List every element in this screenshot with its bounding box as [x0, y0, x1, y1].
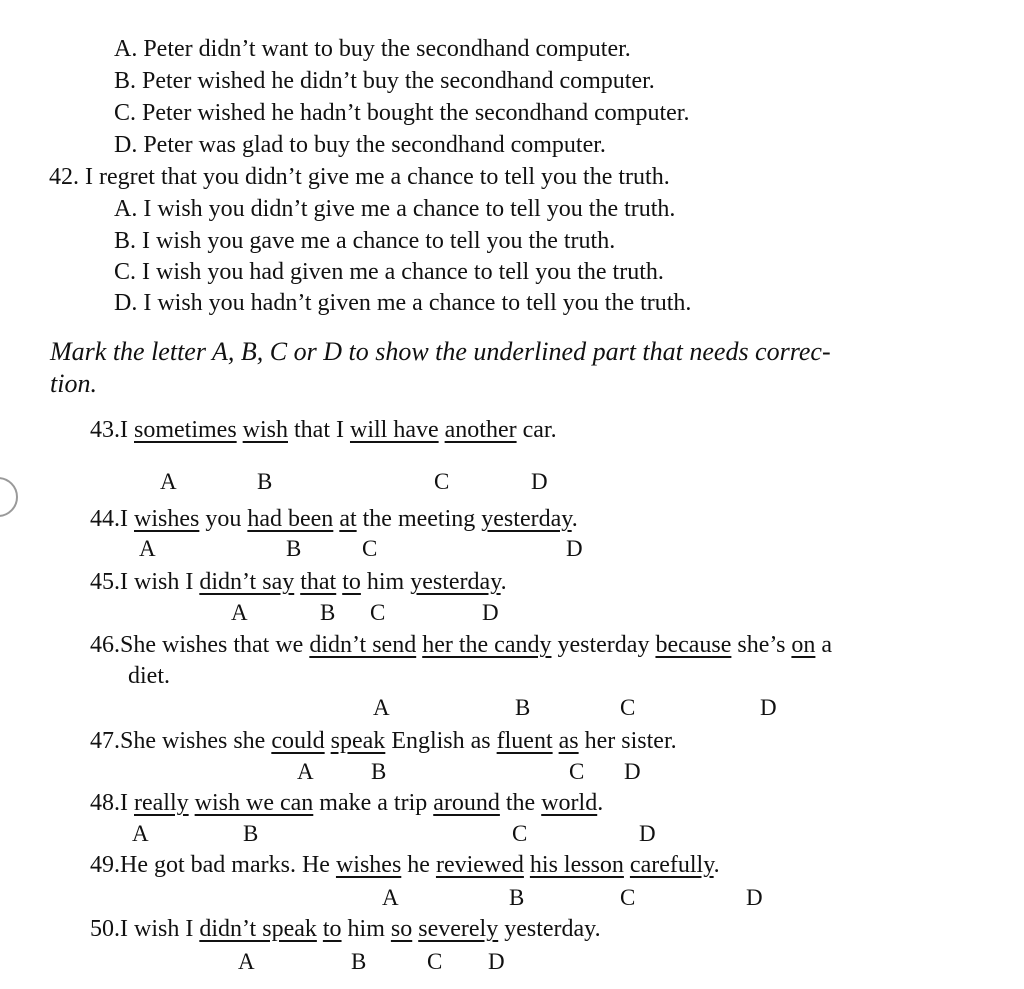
underlined-part-b: wish we can [194, 790, 314, 816]
circle-edge-mark [0, 477, 18, 517]
q48-label-c: C [512, 821, 528, 846]
underlined-part-d: yesterday [410, 569, 501, 595]
underlined-part-b: her the candy [422, 632, 552, 658]
q49-label-a: A [382, 885, 399, 910]
q50-label-d: D [488, 949, 505, 974]
question-number: 48. [90, 790, 120, 816]
q45-label-a: A [231, 600, 248, 625]
question-number: 50. [90, 916, 120, 942]
question-49: 49.He got bad marks. He wishes he reviewed his lesson carefully. [90, 852, 720, 878]
q47-label-c: C [569, 759, 585, 784]
q41-option-b: B. Peter wished he didn’t buy the secondhand computer. [114, 68, 655, 94]
q50-label-c: C [427, 949, 443, 974]
q44-label-d: D [566, 536, 583, 561]
underlined-part-c: because [655, 632, 732, 658]
q44-label-c: C [362, 536, 378, 561]
underlined-part-a: didn’t say [199, 569, 295, 595]
underlined-part-c: to [342, 569, 361, 595]
question-number: 45. [90, 569, 120, 595]
underlined-part-b: that [300, 569, 337, 595]
question-number: 46. [90, 632, 120, 658]
q49-label-b: B [509, 885, 525, 910]
q42-stem: 42. I regret that you didn’t give me a chance to tell you the truth. [49, 164, 670, 190]
underlined-part-c: around [433, 790, 500, 816]
instruction-line-1: Mark the letter A, B, C or D to show the underlined part that needs correc- [50, 337, 831, 366]
q49-label-c: C [620, 885, 636, 910]
underlined-part-a: didn’t speak [199, 916, 317, 942]
q45-label-d: D [482, 600, 499, 625]
q43-label-a: A [160, 469, 177, 494]
q46-label-b: B [515, 695, 531, 720]
q43-label-d: D [531, 469, 548, 494]
q42-option-b: B. I wish you gave me a chance to tell you the truth. [114, 228, 616, 254]
q44-label-b: B [286, 536, 302, 561]
underlined-part-d: world [541, 790, 598, 816]
underlined-part-b: wish [242, 417, 288, 443]
underlined-part-c: will have [349, 417, 439, 443]
q47-label-d: D [624, 759, 641, 784]
underlined-part-b: to [322, 916, 342, 942]
q48-label-d: D [639, 821, 656, 846]
q47-label-b: B [371, 759, 387, 784]
underlined-part-c: so [390, 916, 413, 942]
question-48: 48.I really wish we can make a trip around the world. [90, 790, 604, 816]
underlined-part-b: had been [247, 506, 334, 532]
underlined-part-b: speak [330, 728, 386, 754]
q46-label-c: C [620, 695, 636, 720]
q42-option-a: A. I wish you didn’t give me a chance to tell you the truth. [114, 196, 676, 222]
underlined-part-c: his lesson [529, 852, 624, 878]
q48-label-a: A [132, 821, 149, 846]
underlined-part-d: on [791, 632, 816, 658]
question-number: 43. [90, 417, 120, 443]
underlined-part-a: really [134, 790, 189, 816]
underlined-part-a: wishes [335, 852, 402, 878]
underlined-part-d: severely [418, 916, 499, 942]
q45-label-b: B [320, 600, 336, 625]
underlined-part-c: at [339, 506, 357, 532]
q41-option-a: A. Peter didn’t want to buy the secondhand computer. [114, 36, 631, 62]
question-number: 49. [90, 852, 120, 878]
q48-label-b: B [243, 821, 259, 846]
underlined-part-a: could [271, 728, 325, 754]
underlined-part-a: wishes [134, 506, 200, 532]
underlined-part-d: carefully [629, 852, 714, 878]
question-46: 46.She wishes that we didn’t send her the candy yesterday because she’s on a [90, 632, 833, 658]
q46-continuation: diet. [128, 663, 170, 689]
q43-label-b: B [257, 469, 273, 494]
underlined-part-d: as [558, 728, 579, 754]
q45-label-c: C [370, 600, 386, 625]
q42-option-c: C. I wish you had given me a chance to tell you the truth. [114, 259, 664, 285]
question-45: 45.I wish I didn’t say that to him yesterday. [90, 569, 507, 595]
q41-option-d: D. Peter was glad to buy the secondhand computer. [114, 132, 606, 158]
question-50: 50.I wish I didn’t speak to him so severely yesterday. [90, 916, 601, 942]
question-number: 47. [90, 728, 120, 754]
q46-label-a: A [373, 695, 390, 720]
q42-option-d: D. I wish you hadn’t given me a chance to tell you the truth. [114, 290, 692, 316]
q47-label-a: A [297, 759, 314, 784]
question-47: 47.She wishes she could speak English as fluent as her sister. [90, 728, 677, 754]
q43-label-c: C [434, 469, 450, 494]
question-number: 44. [90, 506, 120, 532]
underlined-part-a: sometimes [134, 417, 237, 443]
question-44: 44.I wishes you had been at the meeting yesterday. [90, 506, 578, 532]
underlined-part-a: didn’t send [309, 632, 417, 658]
underlined-part-d: another [444, 417, 517, 443]
q41-option-c: C. Peter wished he hadn’t bought the secondhand computer. [114, 100, 690, 126]
q50-label-a: A [238, 949, 255, 974]
underlined-part-d: yesterday [481, 506, 572, 532]
underlined-part-b: reviewed [435, 852, 524, 878]
instruction-line-2: tion. [50, 369, 97, 398]
q50-label-b: B [351, 949, 367, 974]
q44-label-a: A [139, 536, 156, 561]
q46-label-d: D [760, 695, 777, 720]
question-43: 43.I sometimes wish that I will have another car. [90, 417, 557, 443]
q49-label-d: D [746, 885, 763, 910]
underlined-part-c: fluent [496, 728, 553, 754]
